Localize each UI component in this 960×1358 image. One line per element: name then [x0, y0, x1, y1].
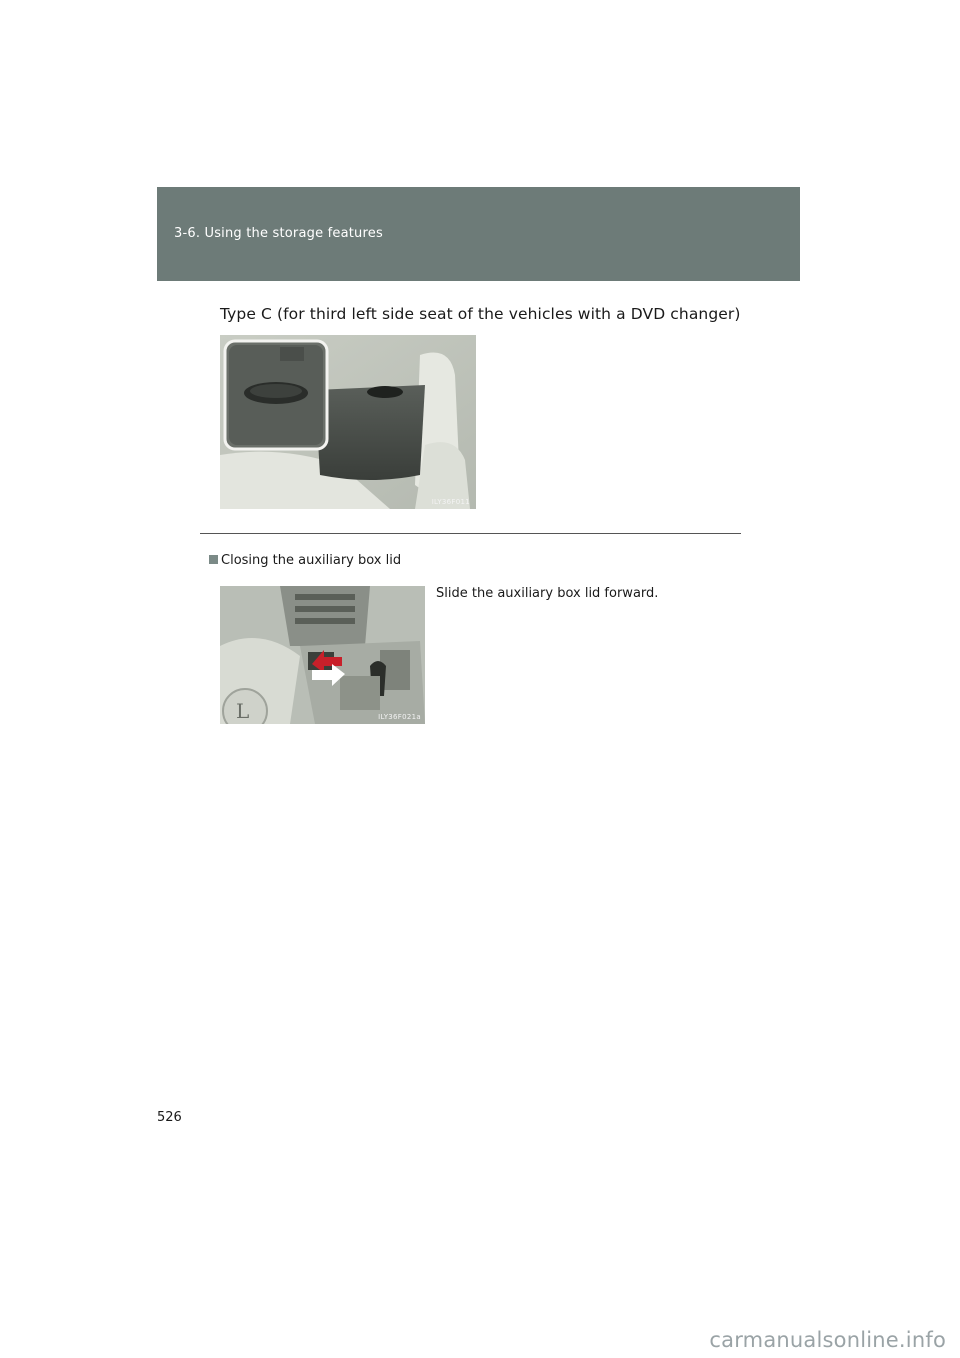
console-lid-drawing: [220, 586, 425, 724]
seat-box-drawing: [220, 335, 476, 509]
closing-lid-subheading: [209, 553, 401, 568]
type-c-heading: Type C (for third left side seat of the vehicles with a DVD changer): [220, 305, 741, 323]
square-bullet-icon: [209, 555, 218, 564]
closing-lid-subheading-text: Closing the auxiliary box lid: [221, 553, 402, 568]
section-divider: [200, 533, 741, 534]
watermark: carmanualsonline.info: [709, 1328, 946, 1352]
console-lid-illustration: [220, 586, 425, 724]
svg-text:L: L: [236, 699, 250, 723]
auxiliary-box-type-c-illustration: [220, 335, 476, 509]
slide-lid-instruction: Slide the auxiliary box lid forward.: [436, 586, 659, 601]
section-title: 3-6. Using the storage features: [174, 226, 383, 241]
subsection-title: Auxiliary boxes: [816, 256, 918, 271]
figure-code: ILY36F011: [431, 498, 470, 506]
figure-code: ILY36F021a: [378, 713, 421, 721]
page-number: 526: [157, 1110, 182, 1125]
